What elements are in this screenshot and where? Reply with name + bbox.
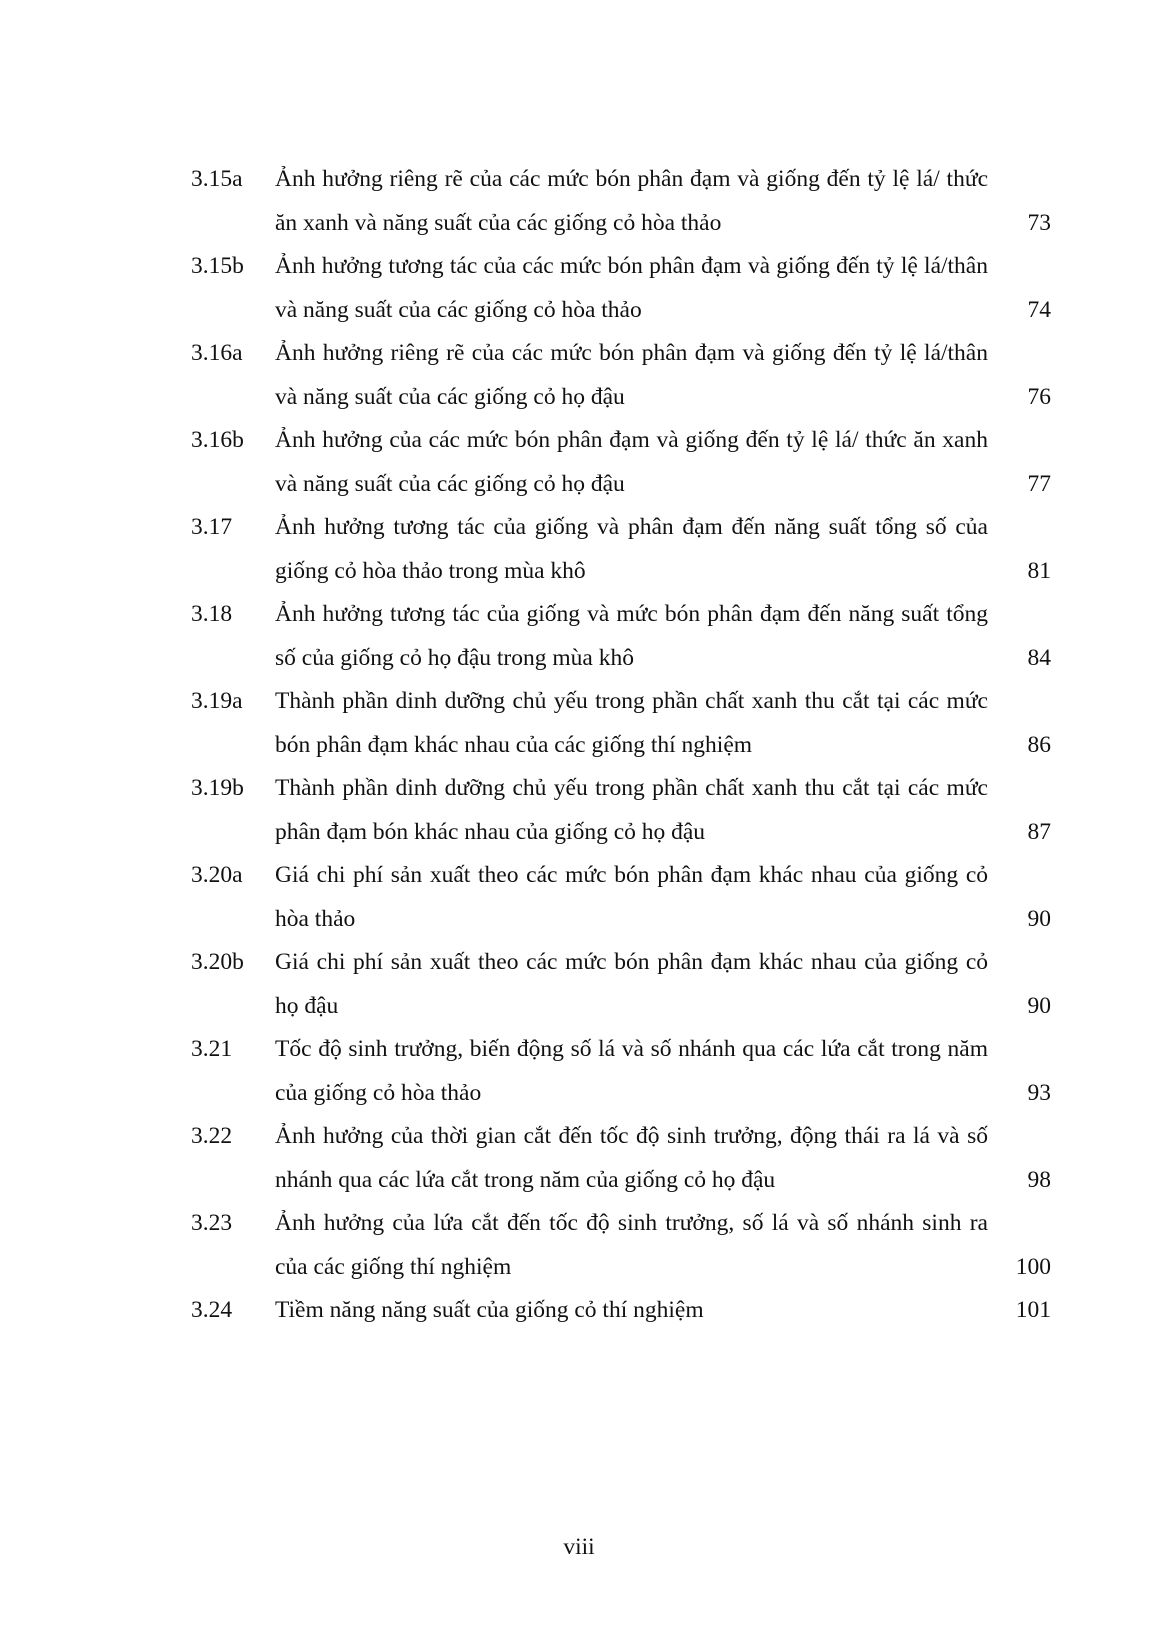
toc-entry bbox=[191, 158, 1051, 245]
toc-entry-number: 3.17 bbox=[191, 514, 233, 540]
toc-entry-page: 74 bbox=[1027, 296, 1051, 323]
toc-entry-number: 3.19a bbox=[191, 688, 243, 714]
toc-entry bbox=[191, 1115, 1051, 1202]
toc-entry-number: 3.20b bbox=[191, 949, 244, 975]
toc-entry bbox=[191, 1028, 1051, 1115]
toc-entry-page: 73 bbox=[1027, 209, 1051, 236]
toc-entry bbox=[191, 1202, 1051, 1289]
toc-entry-page: 90 bbox=[1027, 905, 1051, 932]
toc-entry-number: 3.20a bbox=[191, 862, 243, 888]
toc-entry-title: Thành phần dinh dưỡng chủ yếu trong phần chất xanh thu cắt tại các mức bón phân đạm khác nhau của các giống thí nghiệm bbox=[275, 688, 988, 758]
toc-entry-body bbox=[275, 1289, 1051, 1333]
toc-entry-body bbox=[275, 593, 1051, 680]
toc-entry bbox=[191, 854, 1051, 941]
toc-entry-body bbox=[275, 419, 1051, 506]
toc-entry bbox=[191, 332, 1051, 419]
toc-entry-title: Ảnh hưởng của các mức bón phân đạm và giống đến tỷ lệ lá/ thức ăn xanh và năng suất của các giống cỏ họ đậu bbox=[275, 427, 988, 497]
toc-entry-body bbox=[275, 680, 1051, 767]
toc-entry-number: 3.15b bbox=[191, 253, 244, 279]
toc-entry-number: 3.16a bbox=[191, 340, 243, 366]
toc-entry-title: Ảnh hưởng tương tác của giống và phân đạm đến năng suất tổng số của giống cỏ hòa thảo trong mùa khô bbox=[275, 514, 988, 584]
toc-entry-page: 93 bbox=[1027, 1079, 1051, 1106]
toc-entry bbox=[191, 680, 1051, 767]
toc-entry bbox=[191, 506, 1051, 593]
toc-entry-title: Ảnh hưởng tương tác của các mức bón phân đạm và giống đến tỷ lệ lá/thân và năng suất của các giống cỏ hòa thảo bbox=[275, 253, 988, 323]
toc-entry bbox=[191, 1289, 1051, 1333]
toc-entry-body bbox=[275, 332, 1051, 419]
toc-entry-number: 3.22 bbox=[191, 1123, 233, 1149]
toc-entry-page: 76 bbox=[1027, 383, 1051, 410]
toc-entry-body bbox=[275, 1202, 1051, 1289]
toc-entry-number: 3.16b bbox=[191, 427, 244, 453]
toc-entry-number: 3.21 bbox=[191, 1036, 233, 1062]
toc-entry-body bbox=[275, 245, 1051, 332]
toc-entry-page: 100 bbox=[1015, 1253, 1051, 1280]
toc-entry-page: 77 bbox=[1027, 470, 1051, 497]
toc-entry-page: 98 bbox=[1027, 1166, 1051, 1193]
toc-entry bbox=[191, 419, 1051, 506]
toc-entry-title: Giá chi phí sản xuất theo các mức bón phân đạm khác nhau của giống cỏ họ đậu bbox=[275, 949, 988, 1019]
toc-entry bbox=[191, 767, 1051, 854]
toc-entry-title: Thành phần dinh dưỡng chủ yếu trong phần chất xanh thu cắt tại các mức phân đạm bón khác nhau của giống cỏ họ đậu bbox=[275, 775, 988, 845]
toc-entry-title: Ảnh hưởng riêng rẽ của các mức bón phân đạm và giống đến tỷ lệ lá/ thức ăn xanh và năng suất của các giống cỏ hòa thảo bbox=[275, 166, 988, 236]
toc-entry-page: 101 bbox=[1015, 1297, 1051, 1323]
toc-entry-body bbox=[275, 767, 1051, 854]
toc-entry-title: Ảnh hưởng của thời gian cắt đến tốc độ sinh trưởng, động thái ra lá và số nhánh qua các lứa cắt trong năm của giống cỏ họ đậu bbox=[275, 1123, 988, 1193]
toc-entry-page: 87 bbox=[1027, 818, 1051, 845]
toc-entry-body bbox=[275, 854, 1051, 941]
toc-entry-page: 81 bbox=[1027, 557, 1051, 584]
toc-entry-number: 3.24 bbox=[191, 1297, 233, 1323]
toc-entry-body bbox=[275, 941, 1051, 1028]
toc-entry-title: Ảnh hưởng riêng rẽ của các mức bón phân đạm và giống đến tỷ lệ lá/thân và năng suất của các giống cỏ họ đậu bbox=[275, 340, 988, 410]
page-number-footer: viii bbox=[563, 1534, 595, 1560]
toc-entry-number: 3.15a bbox=[191, 166, 243, 192]
toc-entry bbox=[191, 941, 1051, 1028]
toc-entry-page: 84 bbox=[1027, 644, 1051, 671]
toc-entry-title: Tiềm năng năng suất của giống cỏ thí nghiệm bbox=[275, 1297, 704, 1323]
toc-entry-number: 3.23 bbox=[191, 1210, 233, 1236]
toc-entry-title: Ảnh hưởng của lứa cắt đến tốc độ sinh trưởng, số lá và số nhánh sinh ra của các giống thí nghiệm bbox=[275, 1210, 988, 1280]
toc-entry bbox=[191, 245, 1051, 332]
toc-entry-body bbox=[275, 158, 1051, 245]
toc-entry-body bbox=[275, 1115, 1051, 1202]
toc-entry-title: Tốc độ sinh trưởng, biến động số lá và số nhánh qua các lứa cắt trong năm của giống cỏ hòa thảo bbox=[275, 1036, 988, 1106]
toc-entry-number: 3.18 bbox=[191, 601, 233, 627]
toc-entry-title: Giá chi phí sản xuất theo các mức bón phân đạm khác nhau của giống cỏ hòa thảo bbox=[275, 862, 988, 932]
toc-entry bbox=[191, 593, 1051, 680]
toc-entry-number: 3.19b bbox=[191, 775, 244, 801]
toc-entry-page: 86 bbox=[1027, 731, 1051, 758]
toc-entry-body bbox=[275, 1028, 1051, 1115]
toc-entry-body bbox=[275, 506, 1051, 593]
toc-entry-page: 90 bbox=[1027, 992, 1051, 1019]
table-of-contents bbox=[191, 158, 1051, 1333]
toc-entry-title: Ảnh hưởng tương tác của giống và mức bón phân đạm đến năng suất tổng số của giống cỏ họ đậu trong mùa khô bbox=[275, 601, 988, 671]
